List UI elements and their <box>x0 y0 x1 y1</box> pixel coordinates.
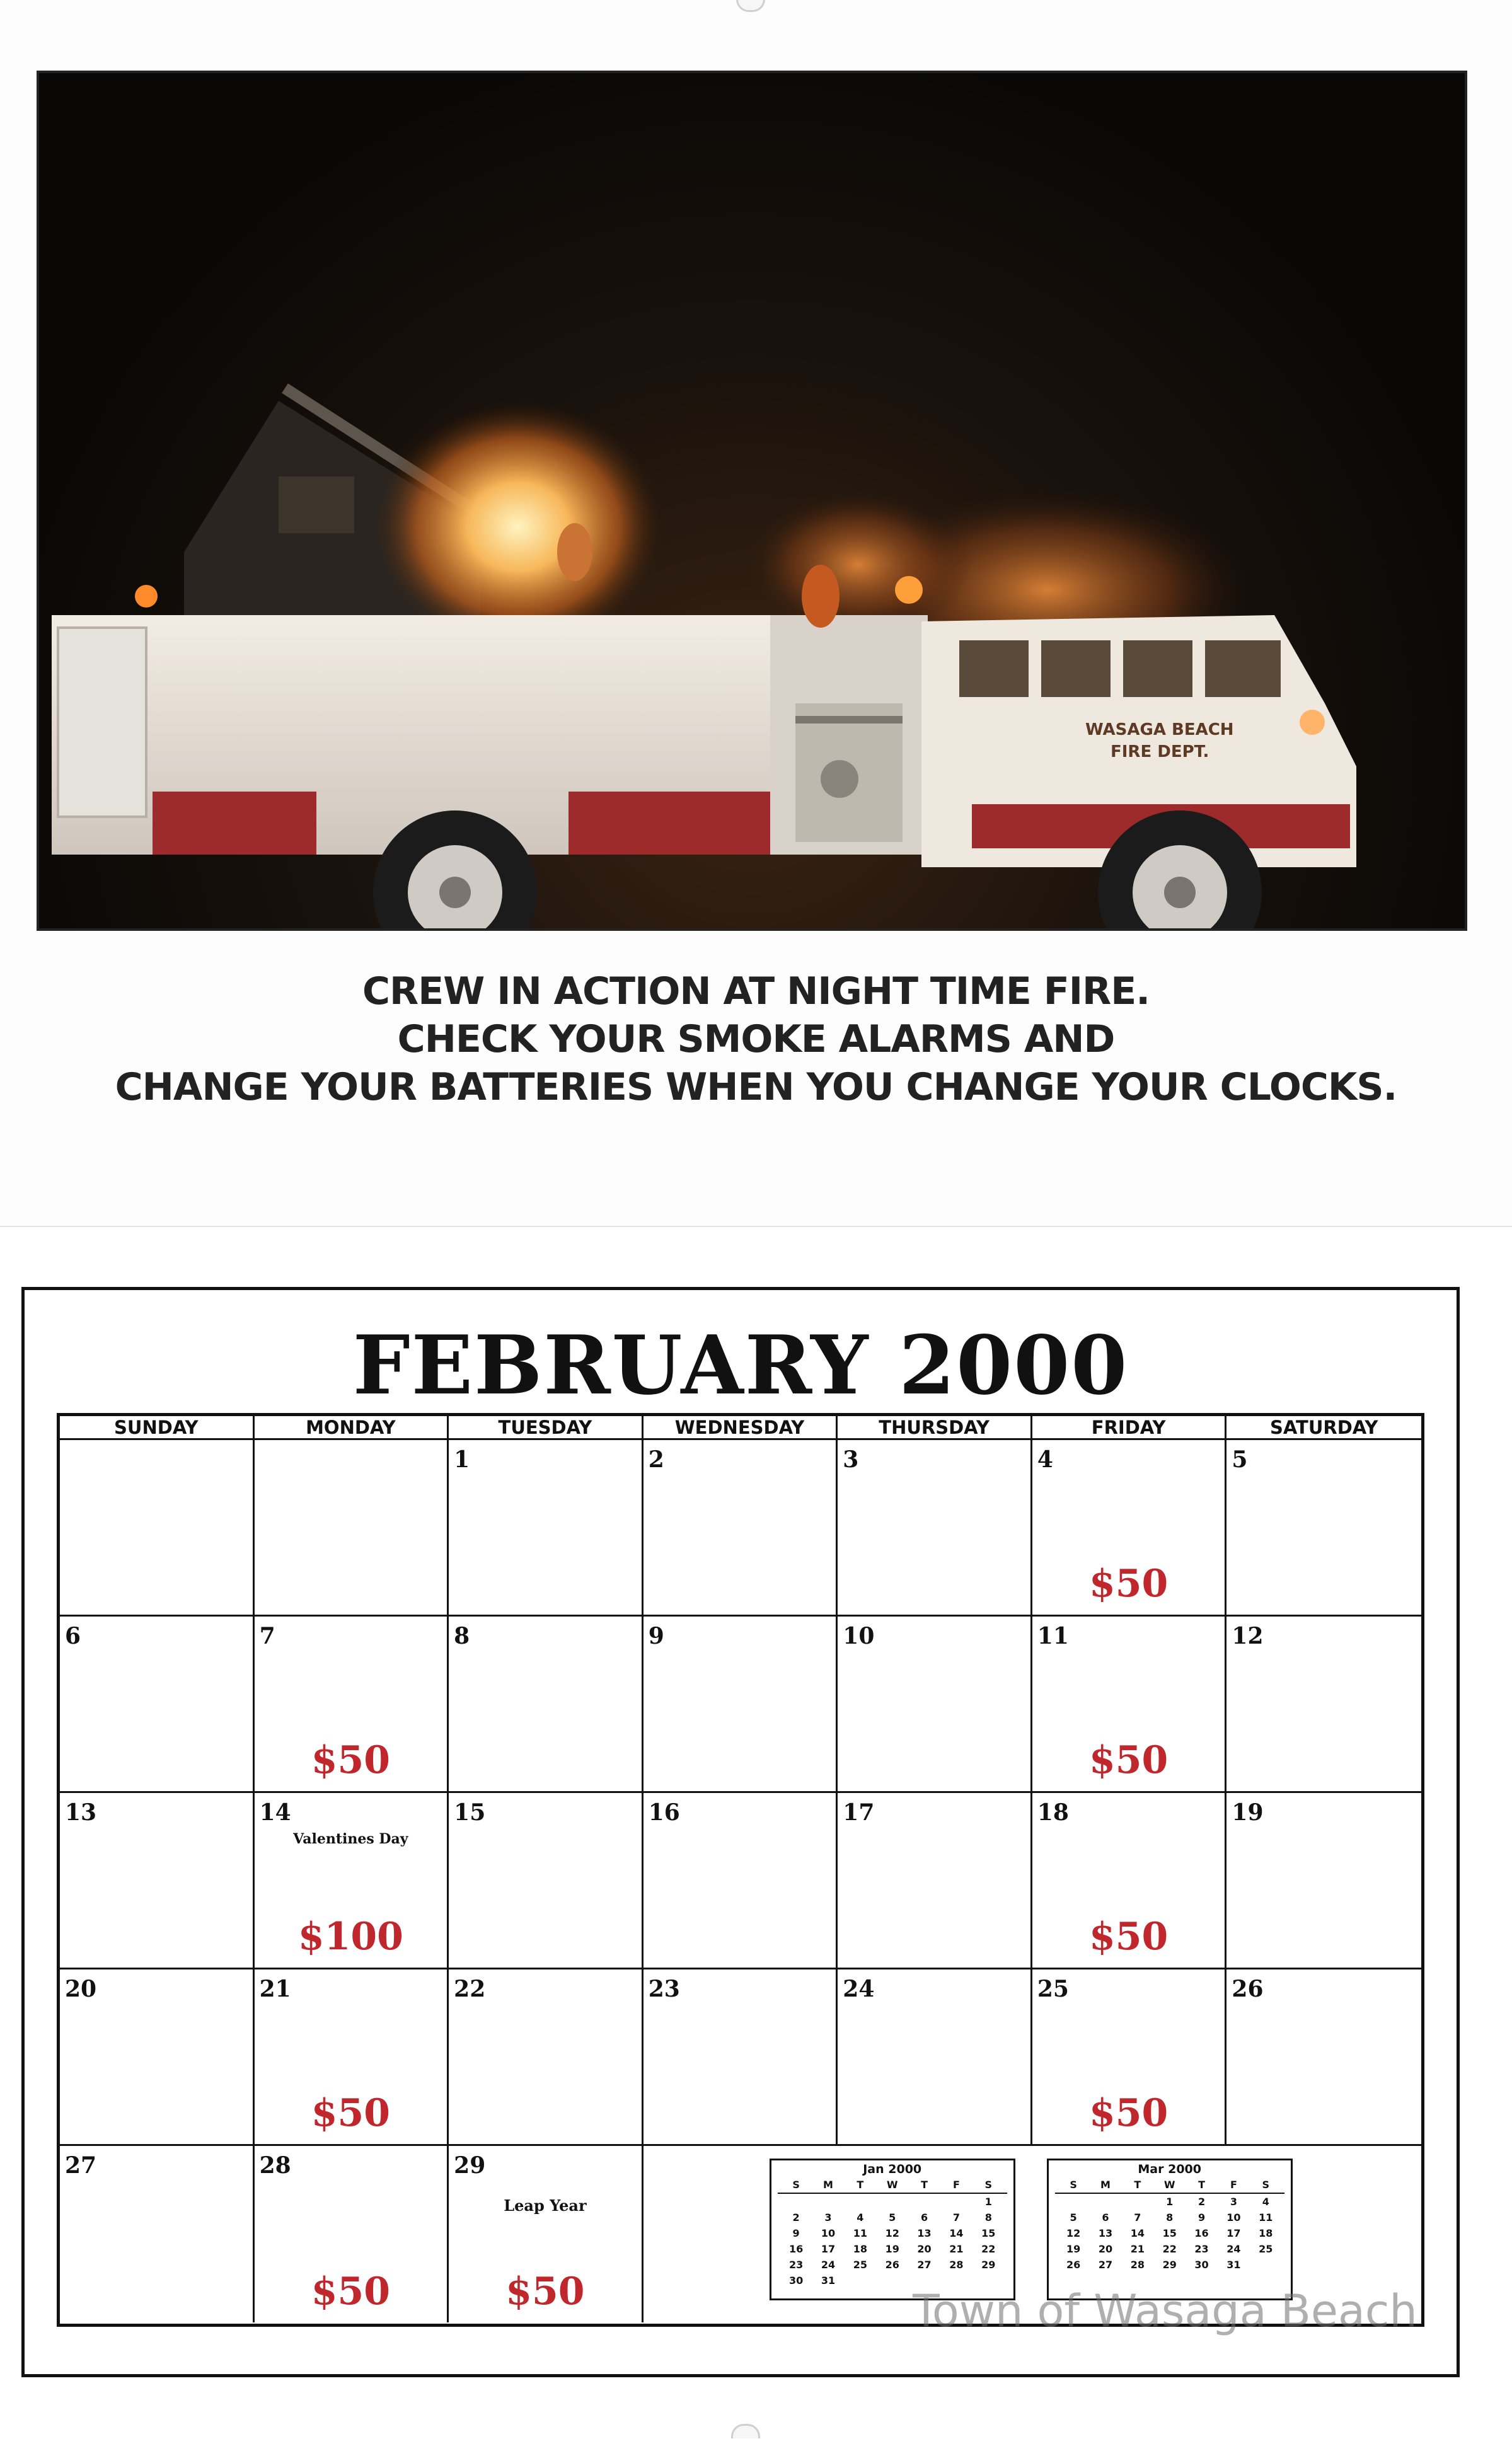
mini-weekday: T <box>921 2179 928 2191</box>
mini-day: 30 <box>788 2275 804 2286</box>
day-number: 16 <box>648 1799 680 1826</box>
weekday-header: SATURDAY <box>1226 1416 1421 1440</box>
day-cell <box>838 1440 1032 1617</box>
mini-weekday: M <box>1100 2179 1111 2191</box>
mini-day <box>940 2194 972 2210</box>
day-cell <box>60 1793 255 1969</box>
day-cell <box>60 1969 255 2146</box>
mini-day: 18 <box>853 2243 867 2255</box>
day-number: 14 <box>259 1799 291 1826</box>
day-cell <box>1032 1440 1227 1617</box>
day-cell <box>255 2146 449 2322</box>
day-number: 18 <box>1037 1799 1069 1826</box>
mini-day: 4 <box>1262 2196 1269 2208</box>
day-number: 29 <box>454 2152 486 2179</box>
mini-day: 14 <box>949 2227 964 2239</box>
day-number: 7 <box>259 1623 275 1649</box>
mini-day: 17 <box>821 2243 836 2255</box>
prize-amount: $50 <box>311 2269 390 2314</box>
mini-day <box>1250 2257 1282 2273</box>
weekday-header: THURSDAY <box>838 1416 1032 1440</box>
mini-calendar-header <box>778 2177 1007 2194</box>
mini-day: 26 <box>1066 2259 1081 2271</box>
mini-calendar <box>770 2159 1015 2300</box>
day-cell <box>255 1617 449 1793</box>
mini-day: 6 <box>1102 2211 1109 2223</box>
day-cell <box>1226 1969 1421 2146</box>
mini-day: 2 <box>1197 2196 1206 2208</box>
mini-day: 3 <box>1230 2196 1237 2208</box>
day-number: 3 <box>843 1446 859 1473</box>
day-number: 27 <box>65 2152 97 2179</box>
mini-day: 12 <box>1066 2227 1081 2239</box>
mini-day <box>876 2273 908 2288</box>
weekday-header: TUESDAY <box>449 1416 643 1440</box>
prize-amount: $50 <box>311 1738 390 1782</box>
mini-day: 30 <box>1194 2259 1209 2271</box>
mini-calendar-row <box>1049 2225 1291 2241</box>
mini-day: 6 <box>920 2211 928 2223</box>
caption-line: CHECK YOUR SMOKE ALARMS AND <box>397 1017 1115 1061</box>
day-cell <box>1032 1969 1227 2146</box>
mini-calendar-row <box>1049 2194 1291 2210</box>
day-cell <box>838 1617 1032 1793</box>
mini-day: 7 <box>1134 2211 1141 2223</box>
fire-truck-photo <box>37 71 1467 931</box>
mini-day: 8 <box>984 2211 992 2223</box>
mini-day: 28 <box>1130 2259 1145 2271</box>
day-number: 13 <box>65 1799 97 1826</box>
mini-calendar-row <box>771 2194 1013 2210</box>
mini-day: 29 <box>1162 2259 1177 2271</box>
mini-calendar-row <box>771 2241 1013 2257</box>
mini-day: 22 <box>1162 2243 1177 2255</box>
day-cell <box>60 1440 255 1617</box>
mini-day: 19 <box>1066 2243 1081 2255</box>
mini-calendar-header <box>1055 2177 1284 2194</box>
day-number: 20 <box>65 1976 97 2002</box>
mini-weekday: S <box>792 2179 800 2191</box>
weekday-header: WEDNESDAY <box>643 1416 838 1440</box>
day-cell <box>449 2146 643 2322</box>
mini-day: 17 <box>1226 2227 1241 2239</box>
mini-weekday: S <box>1070 2179 1077 2191</box>
photo-illustration <box>39 73 1465 928</box>
day-number: 4 <box>1037 1446 1053 1473</box>
mini-day: 20 <box>917 2243 932 2255</box>
mini-day <box>844 2273 876 2288</box>
mini-weekday: T <box>1198 2179 1206 2191</box>
mini-day: 28 <box>949 2259 964 2271</box>
mini-calendar-row <box>1049 2241 1291 2257</box>
mini-day: 23 <box>788 2259 804 2271</box>
mini-day: 26 <box>885 2259 899 2271</box>
mini-calendar-row <box>771 2257 1013 2273</box>
day-number: 8 <box>454 1623 470 1649</box>
mini-day: 23 <box>1194 2243 1209 2255</box>
day-cell <box>1032 1617 1227 1793</box>
mini-day: 3 <box>824 2211 832 2223</box>
mini-weekday: M <box>823 2179 833 2191</box>
day-cell <box>643 1617 838 1793</box>
mini-day: 15 <box>1162 2227 1177 2239</box>
mini-day <box>1090 2194 1122 2210</box>
caption-line: CHANGE YOUR BATTERIES WHEN YOU CHANGE YOUR CLOCKS. <box>115 1065 1397 1109</box>
day-cell <box>1226 1440 1421 1617</box>
weekday-header: FRIDAY <box>1032 1416 1227 1440</box>
mini-day: 15 <box>981 2227 996 2239</box>
day-number: 15 <box>454 1799 486 1826</box>
day-cell <box>255 1793 449 1969</box>
binding-hole <box>731 2424 760 2438</box>
mini-day: 11 <box>853 2227 867 2239</box>
mini-calendar-title: Jan 2000 <box>863 2162 922 2176</box>
mini-day: 10 <box>1226 2211 1241 2223</box>
day-number: 11 <box>1037 1623 1069 1649</box>
day-number: 6 <box>65 1623 81 1649</box>
mini-calendar-row <box>1049 2257 1291 2273</box>
day-cell <box>255 1969 449 2146</box>
mini-day <box>876 2194 908 2210</box>
calendar-title: FEBRUARY 2000 <box>352 1318 1129 1413</box>
mini-day: 8 <box>1166 2211 1174 2223</box>
mini-calendar-row <box>771 2225 1013 2241</box>
day-number: 1 <box>454 1446 470 1473</box>
day-cell <box>1032 1793 1227 1969</box>
mini-day: 16 <box>788 2243 804 2255</box>
watermark: Town of Wasaga Beach <box>913 2285 1417 2337</box>
mini-weekday: T <box>857 2179 864 2191</box>
day-cell <box>643 1793 838 1969</box>
mini-day: 21 <box>949 2243 964 2255</box>
day-number: 21 <box>259 1976 291 2002</box>
mini-weekday: T <box>1134 2179 1141 2191</box>
day-number: 5 <box>1232 1446 1248 1473</box>
day-number: 26 <box>1232 1976 1264 2002</box>
mini-day: 25 <box>853 2259 867 2271</box>
mini-day <box>780 2194 812 2210</box>
prize-amount: $50 <box>1089 2091 1169 2135</box>
weekday-header: MONDAY <box>255 1416 449 1440</box>
mini-calendar-title: Mar 2000 <box>1138 2162 1201 2176</box>
truck-door-text: FIRE DEPT. <box>1111 742 1209 761</box>
day-number: 9 <box>648 1623 664 1649</box>
caption-line: CREW IN ACTION AT NIGHT TIME FIRE. <box>362 969 1150 1013</box>
mini-weekday: F <box>952 2179 960 2191</box>
mini-day <box>844 2194 876 2210</box>
day-note: Valentines Day <box>293 1831 408 1847</box>
day-cell <box>449 1969 643 2146</box>
prize-amount: $50 <box>1089 1562 1169 1606</box>
mini-day: 24 <box>1226 2243 1241 2255</box>
mini-day: 4 <box>857 2211 864 2223</box>
day-number: 28 <box>259 2152 291 2179</box>
day-number: 25 <box>1037 1976 1069 2002</box>
prize-amount: $50 <box>1089 1738 1169 1782</box>
mini-day: 5 <box>1070 2211 1077 2223</box>
mini-calendar-row <box>771 2210 1013 2225</box>
mini-day: 9 <box>792 2227 800 2239</box>
day-cell <box>255 1440 449 1617</box>
mini-day <box>1058 2194 1090 2210</box>
day-cell <box>1226 1617 1421 1793</box>
day-cell <box>449 1793 643 1969</box>
day-cell <box>449 1617 643 1793</box>
truck-door-text: WASAGA BEACH <box>1085 720 1234 739</box>
mini-day: 20 <box>1098 2243 1113 2255</box>
day-cell <box>1226 1793 1421 1969</box>
mini-day: 9 <box>1197 2211 1206 2223</box>
day-number: 17 <box>843 1799 875 1826</box>
mini-day: 12 <box>885 2227 899 2239</box>
mini-weekday: W <box>886 2179 898 2191</box>
day-note: Leap Year <box>504 2196 587 2215</box>
mini-day: 7 <box>952 2211 960 2223</box>
day-cell <box>449 1440 643 1617</box>
page-fold <box>0 1226 1512 1227</box>
mini-day: 1 <box>1166 2196 1174 2208</box>
mini-day <box>812 2194 845 2210</box>
day-number: 23 <box>648 1976 680 2002</box>
mini-weekday: S <box>984 2179 993 2191</box>
mini-day: 29 <box>981 2259 996 2271</box>
day-number: 2 <box>648 1446 664 1473</box>
weekday-header: SUNDAY <box>60 1416 255 1440</box>
mini-day: 13 <box>1098 2227 1113 2239</box>
mini-day: 21 <box>1130 2243 1145 2255</box>
mini-day: 22 <box>981 2243 996 2255</box>
day-number: 19 <box>1232 1799 1264 1826</box>
photo-caption <box>0 967 1512 1111</box>
day-number: 12 <box>1232 1623 1264 1649</box>
mini-day: 31 <box>1226 2259 1241 2271</box>
mini-day: 27 <box>917 2259 932 2271</box>
mini-weekday: F <box>1230 2179 1237 2191</box>
day-cell <box>838 1969 1032 2146</box>
calendar-grid <box>57 1413 1424 2327</box>
mini-weekday: S <box>1262 2179 1270 2191</box>
mini-day: 13 <box>917 2227 932 2239</box>
mini-day: 18 <box>1259 2227 1273 2239</box>
prize-amount: $100 <box>297 1915 403 1959</box>
prize-amount: $50 <box>311 2091 390 2135</box>
mini-day: 31 <box>821 2275 836 2286</box>
mini-day: 14 <box>1130 2227 1145 2239</box>
day-cell <box>838 1793 1032 1969</box>
day-number: 24 <box>843 1976 875 2002</box>
mini-day: 5 <box>889 2211 896 2223</box>
mini-weekday: W <box>1163 2179 1175 2191</box>
mini-day: 16 <box>1194 2227 1209 2239</box>
mini-day <box>908 2194 940 2210</box>
day-cell <box>60 1617 255 1793</box>
mini-day: 25 <box>1259 2243 1273 2255</box>
mini-day: 27 <box>1098 2259 1113 2271</box>
prize-amount: $50 <box>505 2269 585 2314</box>
binding-hole <box>736 0 765 12</box>
mini-day <box>1121 2194 1153 2210</box>
mini-day: 19 <box>885 2243 899 2255</box>
mini-day: 24 <box>821 2259 836 2271</box>
day-cell <box>60 2146 255 2322</box>
mini-day: 2 <box>792 2211 800 2223</box>
mini-day: 1 <box>984 2196 992 2208</box>
mini-day: 11 <box>1259 2211 1273 2223</box>
day-number: 22 <box>454 1976 486 2002</box>
day-number: 10 <box>843 1623 875 1649</box>
mini-calendar-row <box>1049 2210 1291 2225</box>
day-cell <box>643 1969 838 2146</box>
mini-day: 10 <box>821 2227 836 2239</box>
prize-amount: $50 <box>1089 1915 1169 1959</box>
mini-calendar <box>1047 2159 1293 2300</box>
day-cell <box>643 1440 838 1617</box>
